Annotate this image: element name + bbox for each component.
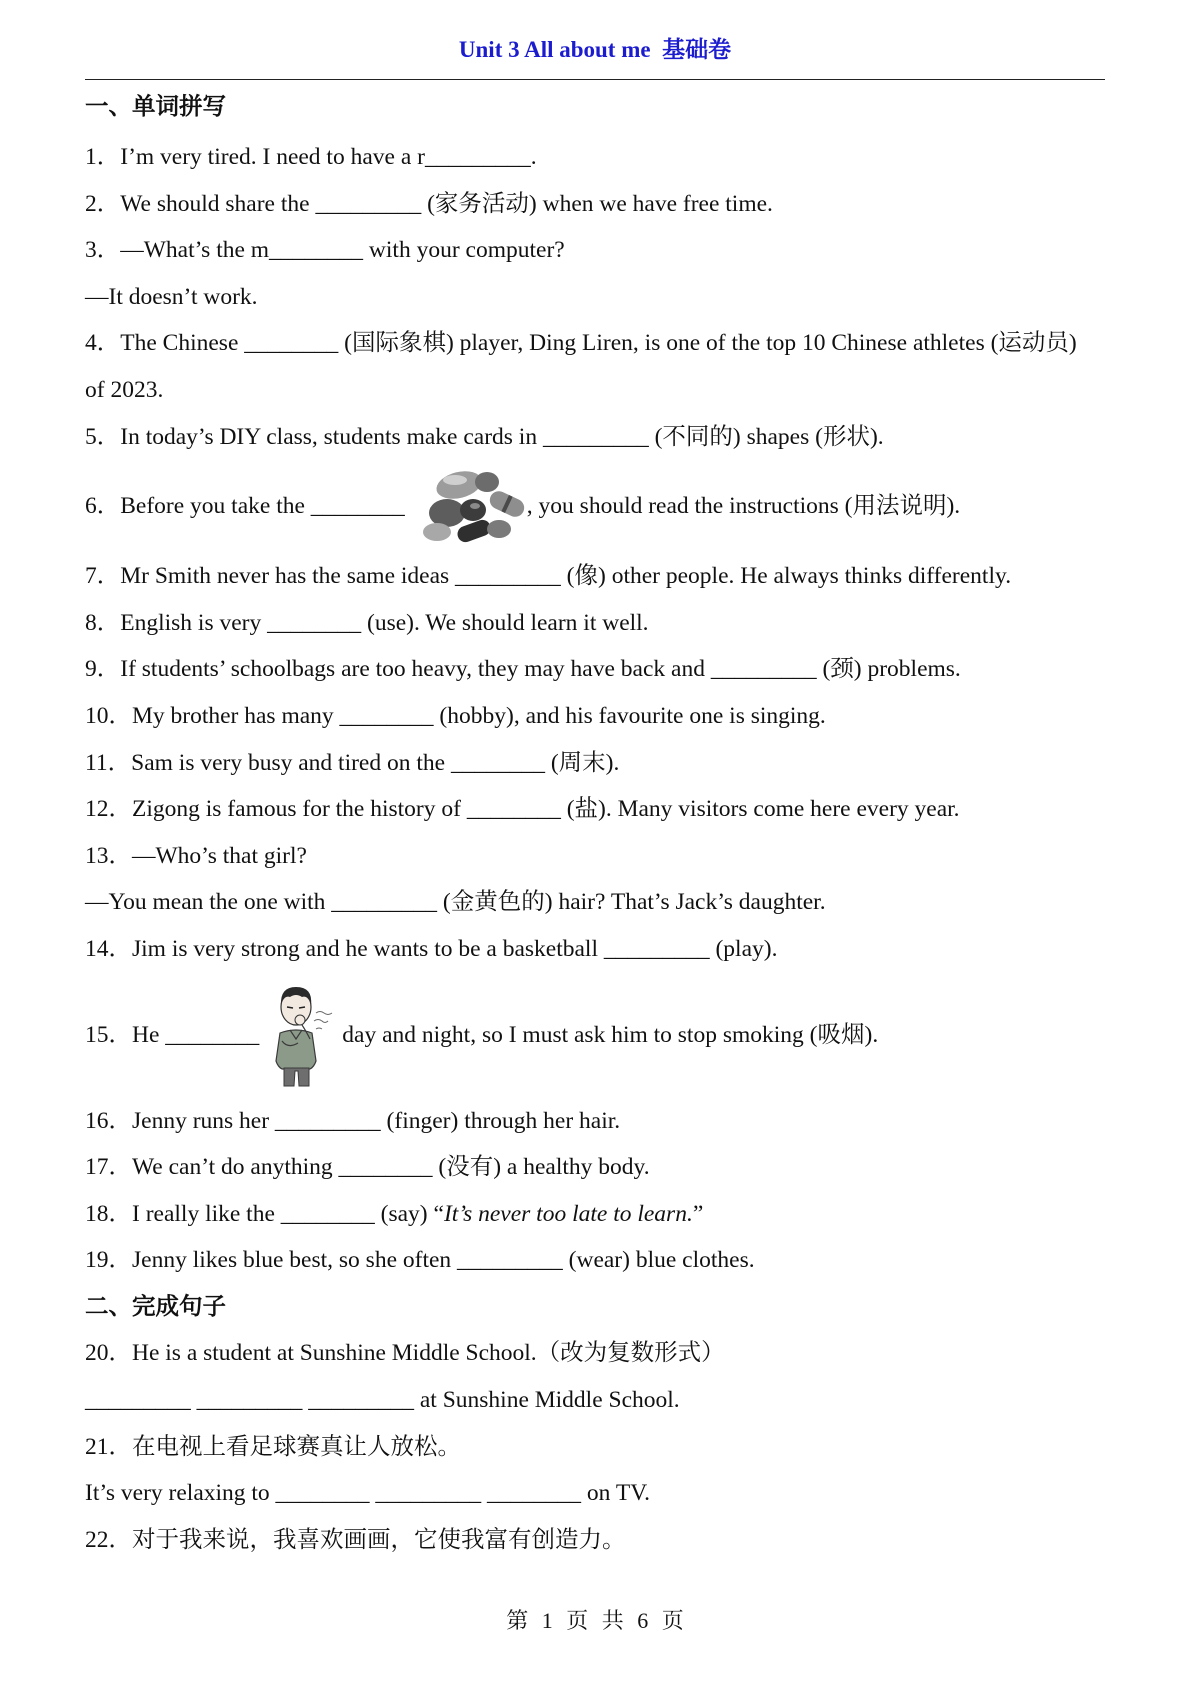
question-20-answer-line: _________ _________ _________ at Sunshine Middle School.	[85, 1387, 680, 1414]
question-number: 16．	[85, 1107, 132, 1134]
question-15	[85, 973, 1105, 1098]
question-14	[85, 926, 1105, 973]
question-number: 19．	[85, 1247, 132, 1274]
question-number: 4．	[85, 330, 121, 357]
question-17	[85, 1144, 1105, 1191]
question-text-before: He ________	[132, 1021, 260, 1048]
pill-shine	[470, 503, 480, 509]
question-number: 2．	[85, 190, 121, 217]
question-number: 14．	[85, 935, 132, 962]
question-number: 9．	[85, 656, 121, 683]
pill-round-grey	[487, 520, 511, 538]
question-text: Jim is very strong and he wants to be a basketball _________ (play).	[132, 935, 778, 962]
question-text: Jenny runs her _________ (finger) through her hair.	[132, 1107, 621, 1134]
question-text: We can’t do anything ________ (没有) a healthy body.	[132, 1154, 650, 1181]
man-fist	[295, 1015, 305, 1025]
pill-round-black	[460, 499, 486, 521]
question-3-reply: —It doesn’t work.	[85, 283, 258, 310]
question-9	[85, 646, 1105, 693]
question-21-answer-line: It’s very relaxing to ________ _________ ________ on TV.	[85, 1480, 651, 1507]
page-number: 第 1 页 共 6 页	[506, 1608, 684, 1633]
worksheet-title: Unit 3 All about me 基础卷	[458, 37, 732, 62]
question-number: 11．	[85, 749, 132, 776]
quoted-saying: It’s never too late to learn.	[443, 1200, 693, 1227]
question-text: He is a student at Sunshine Middle School.（改为复数形式）	[132, 1340, 725, 1367]
question-text: If students’ schoolbags are too heavy, they may have back and _________ (颈) problems.	[120, 656, 961, 683]
question-text: Mr Smith never has the same ideas _________ (像) other people. He always thinks differently.	[120, 563, 1012, 590]
question-text-after: , you should read the instructions (用法说明).	[526, 493, 961, 520]
question-text: —Who’s that girl?	[132, 842, 307, 869]
question-text-after: ”	[692, 1200, 704, 1227]
question-number: 12．	[85, 796, 132, 823]
question-text: 对于我来说，我喜欢画画，它使我富有创造力。	[132, 1526, 626, 1553]
man-legs	[284, 1068, 309, 1086]
question-text: English is very ________ (use). We should learn it well.	[120, 609, 649, 636]
question-8	[85, 600, 1105, 647]
question-4	[85, 320, 1105, 367]
question-7	[85, 553, 1105, 600]
question-text: My brother has many ________ (hobby), and his favourite one is singing.	[132, 702, 826, 729]
question-number: 1．	[85, 144, 121, 170]
question-13	[85, 833, 1105, 880]
question-text: In today’s DIY class, students make cards in _________ (不同的) shapes (形状).	[120, 423, 884, 450]
question-number: 8．	[85, 609, 121, 636]
question-3	[85, 227, 1105, 274]
question-number: 6．	[85, 493, 121, 520]
question-number: 17．	[85, 1154, 132, 1181]
question-text: Zigong is famous for the history of ________ (盐). Many visitors come here every year.	[132, 796, 960, 823]
question-1	[85, 134, 1105, 181]
question-number: 20．	[85, 1340, 132, 1367]
question-number: 15．	[85, 1021, 132, 1048]
question-12	[85, 786, 1105, 833]
question-5	[85, 414, 1105, 461]
question-text: We should share the _________ (家务活动) when we have free time.	[120, 190, 773, 217]
question-text-before: Before you take the ________	[120, 493, 405, 520]
pill-oval-mid	[429, 499, 465, 527]
man-smoking-image	[266, 983, 334, 1090]
question-19	[85, 1237, 1105, 1284]
question-10	[85, 693, 1105, 740]
question-text-before: I really like the ________ (say) “	[132, 1200, 444, 1227]
pills-image	[417, 465, 527, 551]
question-number: 10．	[85, 702, 132, 729]
question-text: Jenny likes blue best, so she often _________ (wear) blue clothes.	[132, 1247, 755, 1274]
question-13-reply: —You mean the one with _________ (金黄色的) hair? That’s Jack’s daughter.	[85, 889, 826, 916]
question-text: Sam is very busy and tired on the ________ (周末).	[131, 749, 620, 776]
question-text: The Chinese ________ (国际象棋) player, Ding Liren, is one of the top 10 Chinese athletes (运动员)	[120, 330, 1077, 357]
section-heading-sentences: 二、完成句子	[85, 1293, 226, 1320]
question-2	[85, 181, 1105, 228]
pill-oval-small	[423, 523, 451, 541]
question-text: I’m very tired. I need to have a r_________.	[120, 144, 537, 170]
question-text: 在电视上看足球赛真让人放松。	[132, 1433, 461, 1460]
smoke-puff-2	[314, 1019, 328, 1022]
smoke-puff-1	[316, 1011, 332, 1014]
question-20	[85, 1330, 1105, 1377]
pill-round-dark	[475, 472, 499, 492]
question-number: 13．	[85, 842, 132, 869]
section-heading-spelling: 一、单词拼写	[85, 94, 226, 120]
smoke-puff-3	[316, 1028, 322, 1029]
question-number: 22．	[85, 1526, 132, 1553]
worksheet-body	[85, 84, 1105, 1563]
title-divider	[85, 79, 1105, 80]
question-4-continuation: of 2023.	[85, 376, 164, 403]
question-6	[85, 460, 1105, 553]
question-number: 21．	[85, 1433, 132, 1460]
question-21	[85, 1424, 1105, 1471]
question-number: 3．	[85, 237, 121, 264]
question-number: 7．	[85, 563, 121, 590]
question-16	[85, 1098, 1105, 1145]
question-text: —What’s the m________ with your computer?	[120, 237, 565, 264]
question-text-after: day and night, so I must ask him to stop smoking (吸烟).	[342, 1021, 879, 1048]
question-11	[85, 740, 1105, 787]
question-number: 5．	[85, 423, 121, 450]
question-18	[85, 1191, 1105, 1238]
man-body	[276, 1030, 316, 1069]
question-number: 18．	[85, 1200, 132, 1227]
pill-highlight	[443, 475, 467, 485]
question-22	[85, 1517, 1105, 1564]
